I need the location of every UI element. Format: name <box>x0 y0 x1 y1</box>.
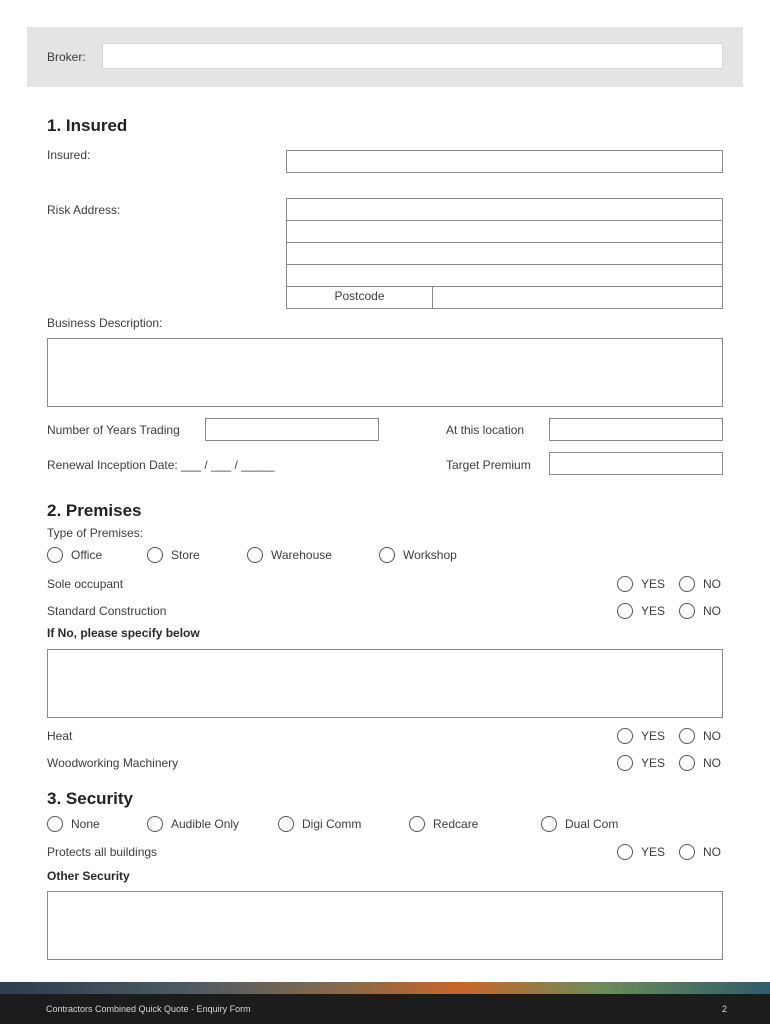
heat-yes-radio[interactable] <box>617 728 633 744</box>
security-redcare-label: Redcare <box>433 817 479 831</box>
if-no-label: If No, please specify below <box>47 626 200 640</box>
postcode-label: Postcode <box>334 289 385 303</box>
section-premises-title: 2. Premises <box>47 501 142 520</box>
sole-occupant-yes-radio[interactable] <box>617 576 633 592</box>
protects-buildings-label: Protects all buildings <box>47 845 158 859</box>
premises-office-radio[interactable] <box>47 547 63 563</box>
woodworking-no-radio[interactable] <box>679 755 695 771</box>
security-dualcom-radio[interactable] <box>541 816 557 832</box>
heat-no-radio[interactable] <box>679 728 695 744</box>
heat-no-label: NO <box>703 729 721 743</box>
other-security-input[interactable] <box>47 891 723 960</box>
woodworking-no-label: NO <box>703 756 721 770</box>
woodworking-label: Woodworking Machinery <box>47 756 179 770</box>
at-location-label: At this location <box>446 423 525 437</box>
premises-type-label: Type of Premises: <box>47 526 144 540</box>
postcode-input[interactable] <box>433 287 722 308</box>
renewal-date-label: Renewal Inception Date: ___ / ___ / _____ <box>47 458 275 472</box>
risk-address-label: Risk Address: <box>47 203 121 217</box>
premises-workshop-label: Workshop <box>403 548 457 562</box>
woodworking-yes-radio[interactable] <box>617 755 633 771</box>
broker-label: Broker: <box>47 50 86 64</box>
premises-warehouse-radio[interactable] <box>247 547 263 563</box>
security-dualcom-label: Dual Com <box>565 817 619 831</box>
premises-warehouse-label: Warehouse <box>271 548 332 562</box>
security-digicomm-radio[interactable] <box>278 816 294 832</box>
premises-store-radio[interactable] <box>147 547 163 563</box>
premises-store-label: Store <box>171 548 200 562</box>
business-description-input[interactable] <box>47 338 723 407</box>
security-redcare-radio[interactable] <box>409 816 425 832</box>
construction-yes-radio[interactable] <box>617 603 633 619</box>
construction-yes-label: YES <box>641 604 666 618</box>
woodworking-yes-label: YES <box>641 756 666 770</box>
address-line-1[interactable] <box>287 199 722 221</box>
heat-yes-label: YES <box>641 729 666 743</box>
address-line-4[interactable] <box>287 265 722 287</box>
sole-occupant-yes-label: YES <box>641 577 666 591</box>
security-none-radio[interactable] <box>47 816 63 832</box>
protects-yes-label: YES <box>641 845 666 859</box>
sole-occupant-no-radio[interactable] <box>679 576 695 592</box>
construction-details-input[interactable] <box>47 649 723 718</box>
footer-stripe <box>0 982 770 994</box>
security-none-label: None <box>71 817 100 831</box>
protects-no-radio[interactable] <box>679 844 695 860</box>
target-premium-input[interactable] <box>549 452 723 475</box>
risk-address-grid <box>286 198 723 309</box>
page-number: 2 <box>722 1004 728 1014</box>
security-audible-radio[interactable] <box>147 816 163 832</box>
section-insured-title: 1. Insured <box>47 116 128 135</box>
footer-title: Contractors Combined Quick Quote - Enquiry Form <box>46 1004 251 1014</box>
years-trading-input[interactable] <box>205 418 379 441</box>
address-line-3[interactable] <box>287 243 722 265</box>
sole-occupant-no-label: NO <box>703 577 721 591</box>
standard-construction-label: Standard Construction <box>47 604 167 618</box>
premises-workshop-radio[interactable] <box>379 547 395 563</box>
years-trading-label: Number of Years Trading <box>47 423 180 437</box>
target-premium-label: Target Premium <box>446 458 531 472</box>
security-digicomm-label: Digi Comm <box>302 817 362 831</box>
broker-input[interactable] <box>102 43 723 69</box>
business-description-label: Business Description: <box>47 316 163 330</box>
sole-occupant-label: Sole occupant <box>47 577 124 591</box>
protects-yes-radio[interactable] <box>617 844 633 860</box>
protects-no-label: NO <box>703 845 721 859</box>
other-security-label: Other Security <box>47 869 130 883</box>
address-line-2[interactable] <box>287 221 722 243</box>
construction-no-radio[interactable] <box>679 603 695 619</box>
premises-office-label: Office <box>71 548 103 562</box>
insured-input[interactable] <box>286 150 723 173</box>
at-location-input[interactable] <box>549 418 723 441</box>
construction-no-label: NO <box>703 604 721 618</box>
section-security-title: 3. Security <box>47 789 133 808</box>
security-audible-label: Audible Only <box>171 817 240 831</box>
heat-label: Heat <box>47 729 73 743</box>
insured-label: Insured: <box>47 148 91 162</box>
